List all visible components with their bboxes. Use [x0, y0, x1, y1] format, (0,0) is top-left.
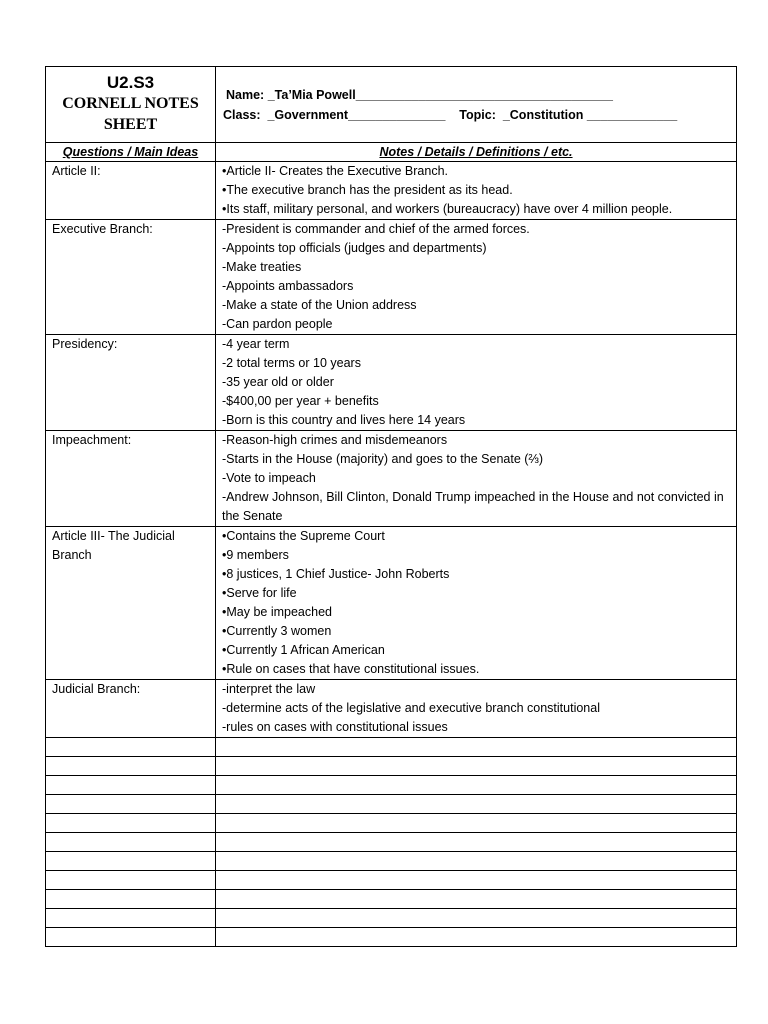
- empty-row: [46, 814, 737, 833]
- unit-code: U2.S3: [106, 73, 155, 92]
- class-topic-row: [223, 105, 736, 125]
- notes-cell: [216, 431, 737, 527]
- note-line: -Make a state of the Union address: [222, 298, 417, 312]
- note-line: •Its staff, military personal, and workers (bureaucracy) have over 4 million people.: [222, 202, 673, 216]
- empty-idea-cell: [46, 738, 216, 757]
- empty-notes-cell: [216, 738, 737, 757]
- note-line: -rules on cases with constitutional issues: [222, 720, 448, 734]
- empty-idea-cell: [46, 871, 216, 890]
- note-line: •8 justices, 1 Chief Justice- John Roberts: [222, 567, 450, 581]
- notes-row-impeachment: [46, 431, 737, 527]
- notes-cell: [216, 527, 737, 680]
- empty-idea-cell: [46, 776, 216, 795]
- notes-row-judicial-branch: [46, 680, 737, 738]
- note-line: -Can pardon people: [222, 317, 333, 331]
- notes-row-presidency: [46, 335, 737, 431]
- notes-cell: [216, 220, 737, 335]
- empty-idea-cell: [46, 833, 216, 852]
- empty-row: [46, 795, 737, 814]
- main-idea: Presidency:: [46, 335, 216, 431]
- notes-cell: [216, 162, 737, 220]
- class-label: Class:: [223, 107, 261, 122]
- main-idea: Article II:: [46, 162, 216, 220]
- class-field: _Government______________: [267, 107, 446, 122]
- note-line: •May be impeached: [222, 605, 332, 619]
- notes-row-article-ii: [46, 162, 737, 220]
- note-line: •Article II- Creates the Executive Branch.: [222, 164, 448, 178]
- empty-row: [46, 909, 737, 928]
- cornell-notes-sheet: [45, 66, 737, 947]
- empty-row: [46, 928, 737, 947]
- main-idea: Impeachment:: [46, 431, 216, 527]
- empty-row: [46, 738, 737, 757]
- empty-row: [46, 833, 737, 852]
- note-line: •Serve for life: [222, 586, 297, 600]
- empty-notes-cell: [216, 909, 737, 928]
- note-line: -Make treaties: [222, 260, 302, 274]
- note-line: -Vote to impeach: [222, 471, 316, 485]
- empty-idea-cell: [46, 909, 216, 928]
- note-line: -Starts in the House (majority) and goes to the Senate (⅔): [222, 452, 543, 466]
- name-row: [223, 85, 736, 105]
- empty-row: [46, 776, 737, 795]
- empty-idea-cell: [46, 757, 216, 776]
- empty-notes-cell: [216, 814, 737, 833]
- topic-field: _Constitution _____________: [502, 107, 678, 122]
- note-line: •Rule on cases that have constitutional issues.: [222, 662, 480, 676]
- note-line: -35 year old or older: [222, 375, 334, 389]
- note-line: •9 members: [222, 548, 289, 562]
- empty-notes-cell: [216, 890, 737, 909]
- note-line: -Andrew Johnson, Bill Clinton, Donald Trump impeached in the House and not convicted in the Senate: [222, 490, 724, 523]
- name-field: _Ta’Mia Powell_____________________________________: [267, 87, 613, 102]
- empty-notes-cell: [216, 757, 737, 776]
- empty-idea-cell: [46, 814, 216, 833]
- empty-idea-cell: [46, 852, 216, 871]
- empty-notes-cell: [216, 852, 737, 871]
- note-line: •Currently 3 women: [222, 624, 332, 638]
- note-line: -Appoints ambassadors: [222, 279, 354, 293]
- empty-notes-cell: [216, 776, 737, 795]
- empty-row: [46, 890, 737, 909]
- note-line: •The executive branch has the president as its head.: [222, 183, 513, 197]
- questions-column-header: Questions / Main Ideas: [46, 143, 216, 162]
- note-line: -2 total terms or 10 years: [222, 356, 361, 370]
- sheet-title-cell: [46, 67, 216, 143]
- empty-notes-cell: [216, 833, 737, 852]
- student-info-cell: [216, 67, 737, 143]
- empty-row: [46, 852, 737, 871]
- notes-row-article-iii: [46, 527, 737, 680]
- note-line: •Currently 1 African American: [222, 643, 385, 657]
- main-idea: Article III- The Judicial Branch: [46, 527, 216, 680]
- empty-notes-cell: [216, 871, 737, 890]
- empty-idea-cell: [46, 795, 216, 814]
- notes-column-header: Notes / Details / Definitions / etc.: [216, 143, 737, 162]
- name-label: Name:: [226, 87, 265, 102]
- empty-idea-cell: [46, 928, 216, 947]
- note-line: -determine acts of the legislative and executive branch constitutional: [222, 701, 600, 715]
- note-line: -Born is this country and lives here 14 years: [222, 413, 466, 427]
- note-line: -Reason-high crimes and misdemeanors: [222, 433, 448, 447]
- header-row: [46, 67, 737, 143]
- sheet-title-line2: SHEET: [103, 116, 158, 133]
- notes-table: [45, 66, 737, 947]
- note-line: -4 year term: [222, 337, 290, 351]
- note-line: -Appoints top officials (judges and departments): [222, 241, 487, 255]
- notes-cell: [216, 335, 737, 431]
- note-line: -interpret the law: [222, 682, 316, 696]
- column-header-row: [46, 143, 737, 162]
- main-idea: Executive Branch:: [46, 220, 216, 335]
- note-line: -$400,00 per year + benefits: [222, 394, 379, 408]
- notes-cell: [216, 680, 737, 738]
- note-line: -President is commander and chief of the armed forces.: [222, 222, 530, 236]
- sheet-title-line1: CORNELL NOTES: [62, 95, 199, 112]
- main-idea: Judicial Branch:: [46, 680, 216, 738]
- empty-notes-cell: [216, 795, 737, 814]
- notes-row-executive-branch: [46, 220, 737, 335]
- note-line: •Contains the Supreme Court: [222, 529, 385, 543]
- empty-idea-cell: [46, 890, 216, 909]
- topic-label: Topic:: [459, 107, 496, 122]
- empty-notes-cell: [216, 928, 737, 947]
- empty-row: [46, 871, 737, 890]
- empty-row: [46, 757, 737, 776]
